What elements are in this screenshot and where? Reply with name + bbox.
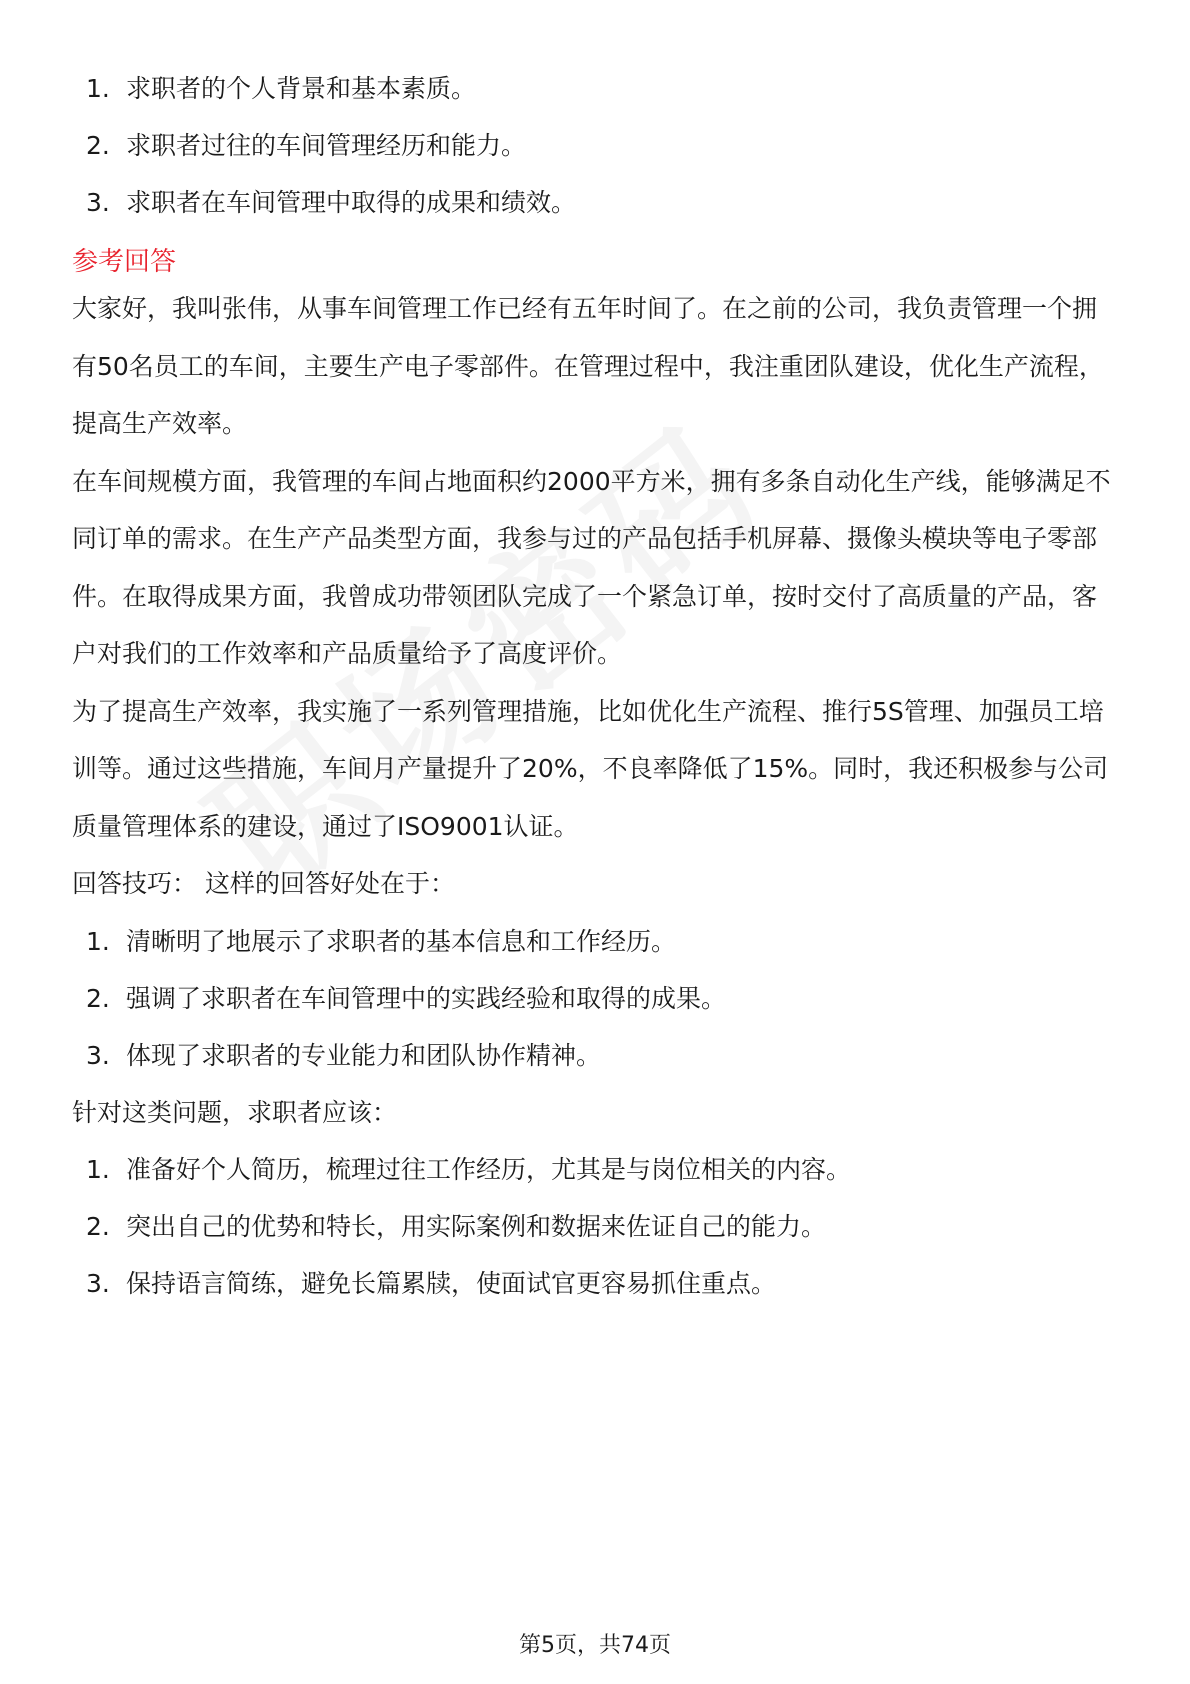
tips-heading: 回答技巧： 这样的回答好处在于：	[72, 869, 455, 898]
list-number: 2.	[86, 983, 110, 1013]
section-title: 参考回答	[72, 247, 177, 277]
page-content	[72, 60, 1120, 1312]
paragraph-workshop: 在车间规模方面，我管理的车间占地面积约2000平方米，拥有多条自动化生产线，能够满足不同订单的需求。在生产产品类型方面，我参与过的产品包括手机屏幕、摄像头模块等电子零部件。在取得成果方面，我曾成功带领团队完成了一个紧急订单，按时交付了高质量的产品，客户对我们的工作效率和产品质量给予了高度评价。	[72, 466, 1111, 668]
list-item	[72, 174, 1120, 231]
list-number: 1.	[86, 1155, 110, 1184]
list-item	[72, 1141, 1120, 1198]
list-text: 保持语言简练，避免长篇累牍，使面试官更容易抓住重点。	[126, 1269, 777, 1298]
list-item	[72, 1198, 1120, 1255]
list-item	[72, 117, 1120, 174]
list-item	[72, 913, 1120, 970]
paragraph-intro: 大家好，我叫张伟，从事车间管理工作已经有五年时间了。在之前的公司，我负责管理一个拥有50名员工的车间，主要生产电子零部件。在管理过程中，我注重团队建设，优化生产流程，提高生产效率。	[72, 294, 1104, 438]
list-text: 准备好个人简历，梳理过往工作经历，尤其是与岗位相关的内容。	[126, 1155, 852, 1184]
list-number: 2.	[86, 1212, 110, 1241]
list-tips	[72, 913, 1120, 1084]
page-footer: 第5页，共74页	[519, 1633, 671, 1658]
list-text: 清晰明了地展示了求职者的基本信息和工作经历。	[126, 926, 677, 956]
list-text: 求职者过往的车间管理经历和能力。	[126, 131, 527, 160]
paragraph-measures: 为了提高生产效率，我实施了一系列管理措施，比如优化生产流程、推行5S管理、加强员工培训等。通过这些措施，车间月产量提升了20%，不良率降低了15%。同时，我还积极参与公司质量管理体系的建设，通过了ISO9001认证。	[72, 696, 1109, 841]
list-item	[72, 1027, 1120, 1084]
list-text: 突出自己的优势和特长，用实际案例和数据来佐证自己的能力。	[126, 1212, 827, 1241]
advice-heading: 针对这类问题，求职者应该：	[72, 1097, 398, 1127]
list-evaluation-points	[72, 60, 1120, 231]
list-text: 求职者的个人背景和基本素质。	[126, 74, 477, 103]
list-text: 求职者在车间管理中取得的成果和绩效。	[126, 188, 577, 217]
list-item	[72, 970, 1120, 1027]
list-item	[72, 1255, 1120, 1312]
list-text: 强调了求职者在车间管理中的实践经验和取得的成果。	[126, 983, 727, 1013]
list-number: 3.	[86, 188, 110, 217]
list-item	[72, 60, 1120, 117]
list-number: 3.	[86, 1040, 110, 1070]
list-number: 1.	[86, 74, 110, 103]
list-text: 体现了求职者的专业能力和团队协作精神。	[126, 1040, 602, 1070]
list-number: 3.	[86, 1269, 110, 1298]
list-number: 1.	[86, 926, 110, 956]
list-number: 2.	[86, 131, 110, 160]
list-advice	[72, 1141, 1120, 1312]
